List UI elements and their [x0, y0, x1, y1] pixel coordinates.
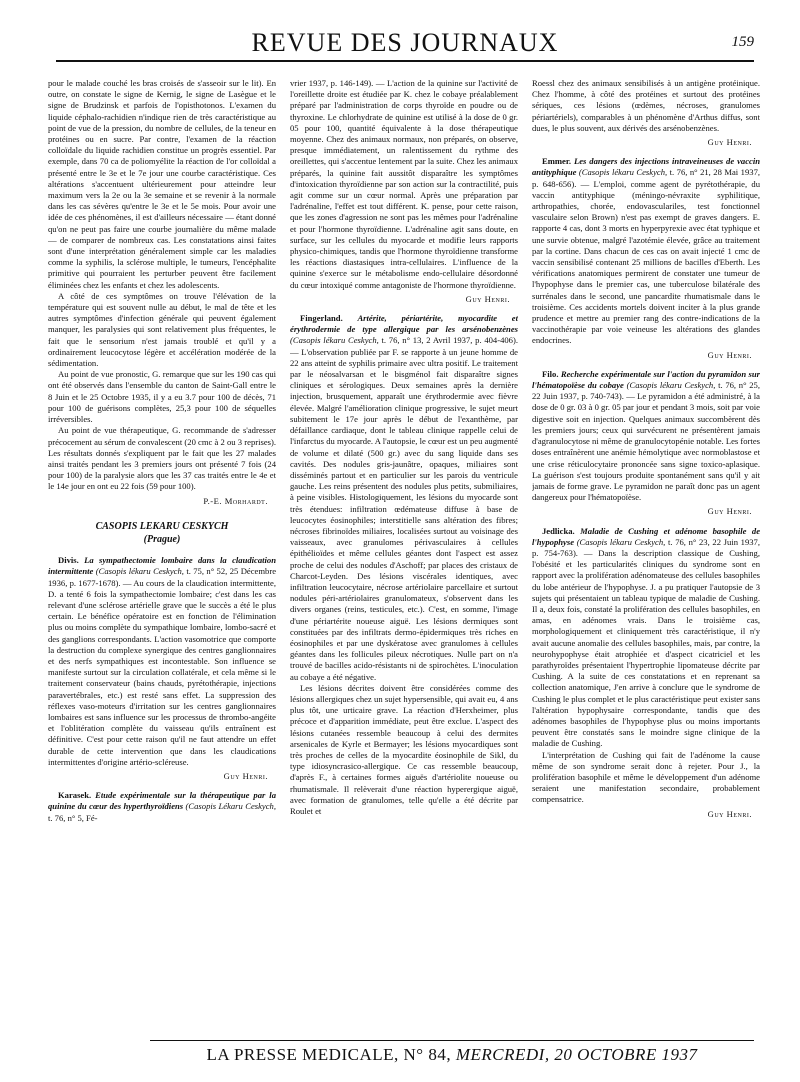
- article-title: Les dangers des injections intraveineuses de vaccin antityphique: [532, 156, 760, 178]
- journal-citation: (Casopis Lékaru Ceskych,: [185, 801, 276, 812]
- article-body: — Au cours de la claudication intermittente, D. a tenté 6 fois la sympathectomie lombaire; c'est dans les cas relevant d'une sclérose artérielle grave que le succès a été le plus certain. Le bénéfice opératoire est en fonction de l'élimination plus ou moins complète du sympathique lombaire, lombo-sacré et des ganglions correspondants. L'action vasomotrice que comporte la destruction du complexe synergique des centres ganglionnaires et des nerfs sympathiques est incontestable. Son influence se manifeste surtout sur la circulation collatérale, et cela même si le traitement conservateur (bains chauds, pyrétothérapie, injections paravertébrales, etc.) est resté sans effet. La suppression des réflexes vaso-moteurs d'irritation sur les centres ganglionnaires lombaires est sans influence sur les processus de thrombo-angéite et l'oblitération complète du vaisseau qu'ils entraînent est définitive. C'est pour cette raison qu'il ne faut attendre un effet durable de cette intervention que dans les claudications intermittentes d'origine artério-scléreuse.: [48, 577, 276, 767]
- article-body: — L'observation publiée par F. se rapporte à un jeune homme de 22 ans atteint de syphilis primaire avec ultra positif. Le traitement par le néosalvarsan et le bisgménol fait disparaître signes cliniques et sérologiques. Deux semaines après la dernière injection, brusquement, apparaît une érythrodermie avec fièvre élevée. Malgré l'amélioration clinique progressive, le sujet meurt subitement le 17e jour après le début de l'exanthème, par défaillance cardiaque, dont le tableau clinique rappelle celui de l'infarctus du myocarde. A l'autopsie, le cœur est un peu augmenté de volume et dilaté (500 gr.) avec du sang liquide dans ses cavités. Des nodules gris-jaunâtre, opaques, miliaires sont disséminés partout et en particulier sur les parois du ventricule gauche. Les reins présentent des nodules plus petits, submiliaires, à peine visibles. Histologiquement, les lésions du myocarde sont très étendues: infiltration œdémateuse diffuse à base de leucocytes éosinophiles; interstitielle sans altération des fibres; nécroses fibrinoïdes miliaires, localisées surtout au voisinage des vaisseaux, avec granulomes périvasculaires à cellules épithélioïdes et même cellules géantes dont l'aspect est assez proche de celui des nodules d'Aschoff; par places des cristaux de Charcot-Leyden. Des lésions viscérales identiques, avec infiltration leucocytaire, nécrose artériolaire parcellaire et surtout nodules péri-artériolaires granulomateux, s'observent dans les divers organes (reins, testicules, etc.). C'est, en somme, l'image d'une périartérite noueuse aiguë. Les lésions dermiques sont constituées par des infiltrats dermo-épidermiques très riches en éosinophiles et par une dyskératose avec granulomes à cellules géantes dans les follicules pileux nécrotiques. Nulle part on n'a trouvé de bacilles acido-résistants ni de spirochètes. L'inoculation au cobaye a été négative.: [290, 346, 518, 682]
- article-emmer: [532, 156, 760, 361]
- signature: Guy Henri.: [707, 137, 752, 148]
- page-footer: [150, 1040, 754, 1067]
- journal-citation: (Casopis lékaru Ceskych,: [578, 167, 668, 178]
- citation-ref: t. 76, n° 23, 22 Juin 1937, p. 754-763).: [532, 536, 760, 558]
- citation-ref: t. 75, n° 52, 25 Décembre 1936, p. 1677-1678).: [48, 566, 276, 588]
- paragraph: L'interprétation de Cushing qui fait de l'adénome la cause même de son syndrome serait donc à rejeter. Pour J., la prolifération basophile et même le développement d'un adénome seraient une manifestation secondaire, probablement compensatrice.: [532, 749, 760, 805]
- article-author: Divis.: [58, 555, 79, 566]
- article-author: Filo.: [542, 368, 559, 379]
- column-2: [290, 78, 518, 1034]
- article-title: Etude expérimentale sur la thérapeutique par la quinine du cœur des hyperthyroïdiens: [48, 790, 276, 812]
- article-author: Fingerland.: [300, 313, 343, 324]
- signature: P.-E. Morhardt.: [203, 495, 268, 506]
- page-number: 159: [731, 34, 754, 50]
- paragraph: pour le malade couché les bras croisés de s'asseoir sur le lit). En outre, on constate le signe de Kernig, le signe de Lasègue et le signe de Brudzinsk et parfois de l'opisthotonos. L'examen du liquide céphalo-rachidien n'indique rien de très caractéristique au point de vue de la pression, du nombre de cellules, de la teneur en protéines ou en sucre. Par contre, l'examen de la réaction colloïdale du liquide rachidien constitue un progrès essentiel. Par exemple, dans 70 ca de poliomyélite la réaction de l'or colloïdal a présenté entre le 3e et le 7e jour une courbe caractéristique. Ces altérations s'accentuent ultérieurement pour atteindre leur maximum vers la 2e ou la 3e semaine et se revenir à la normale dans les cas sévères qu'entre le 3e et le 5e mois. Pour avoir une idée de ces phénomènes, il est d'ailleurs nécessaire — étant donné qu'on ne peut pas faire une courbe journalière du même malade — de comparer de nombreux cas. Les constatations ainsi faites sont d'une interprétation généralement simple car les maladies comme la syphilis, la sclérose multiple, le tumeurs, l'encéphalite primitive qui pourraient les perturber peuvent être facilement éliminées chez les enfants et chez les adolescents.: [48, 78, 276, 290]
- signature: Guy Henri.: [707, 506, 752, 517]
- article-title: La sympathectomie lombaire dans la claudication intermittente: [48, 555, 276, 577]
- article-fingerland: [290, 313, 518, 817]
- article-paragraph: [48, 790, 276, 824]
- article-karasek: [48, 790, 276, 824]
- journal-citation: (Casopis lékaru Ceskych,: [95, 566, 184, 577]
- article-title: Artérite, périartérite, myocardite et érythrodermie de type allergique par les arsénobenzènes: [290, 313, 518, 335]
- paragraph: vrier 1937, p. 146-149). — L'action de la quinine sur l'activité de l'oreillette droite est étudiée par K. chez le cobaye préalablement préparé par l'administration de corps thyroïde en poudre ou de thyroxine. Le chlorhydrate de quinine est utilisé à la dose de 0 gr. 05 pour 100, quantité équivalente à la dose thérapeutique moyenne. Chez des animaux normaux, non préparés, on observe, presque immédiatement, un ralentissement du rythme des oreillettes, qui s'accentue lentement par la suite. Chez les animaux préparés, la quinine fait aussitôt disparaître les symptômes d'intoxication thyroïdienne par son action sur la contractilité, puis agit comme sur un cœur normal. Après une préparation par l'adrénaline, l'effet est tout différent. K. pense, pour cette raison, que les zones d'agression ne sont pas les mêmes pour l'adrénaline et pour l'hormone thyroïdienne. L'adrénaline agit sans doute, en surface, sur les cellules du myocarde et modifie leurs rapports physico-chimiques, tandis que l'hormone thyroïdienne transforme les réactions diastasiques intra-cellulaires. L'influence de la quinine s'exerce sur le métabolisme endo-cellulaire désordonné du cœur intoxiqué comme antagoniste de l'hormone thyroïdienne.: [290, 78, 518, 290]
- journal-citation: (Casopis lékaru Ceskych,: [290, 335, 379, 346]
- article-title: Maladie de Cushing et adénome basophile de l'hypophyse: [532, 525, 760, 547]
- signature: Guy Henri.: [707, 349, 752, 360]
- article-body: — Le pyramidon a été administré, à la dose de 0 gr. 03 à 0 gr. 05 par jour et pendant 3 mois, soit par voie digestive soit en injection. Quelques animaux succombèrent dès les premiers jours; ceux qui survécurent ne présentèrent jamais d'agranulocytose ni même de granulocytopénie notable. Les fortes doses entraînèrent une anémie hémolytique avec normoblastose et une crise réticulocytaire prononcée sans signe toxico-aplasique. La guérison s'est toujours produite spontanément sans qu'il y ait jamais de forme grave. Le pyramidon ne paraît donc pas un agent dangereux pour l'hématopoïèse.: [532, 391, 760, 503]
- article-paragraph: [290, 313, 518, 683]
- article-paragraph: [532, 369, 760, 503]
- footer-journal: LA PRESSE MEDICALE,: [206, 1045, 399, 1064]
- paragraph: Au point de vue thérapeutique, G. recommande de s'adresser précocement au sérum de convalescent (20 cmc à 2 ou 3 reprises). Les résultats donnés s'expliquent par le fait que les 27 malades ainsi traités pendant les 3 premiers jours ont présenté 7 fois (24 pour 100) de la paralysie alors que les 37 cas traités entre le 4e et le 14e jour en ont eu 22 fois (59 pour 100).: [48, 425, 276, 492]
- citation-ref: t. 76, n° 25, 22 Juin 1937, p. 740-743).: [532, 380, 760, 402]
- column-1: [48, 78, 276, 1034]
- article-filo: [532, 369, 760, 518]
- article-author: Karasek.: [58, 790, 92, 801]
- article-body: — L'emploi, comme agent de pyrétothérapie, du vaccin antityphique (méningo-névraxite syphilitique, arthropathies, chorée, endovasculariles, test fonctionnel vasculaire selon Brown) n'est pas exempt de graves dangers. E. rapporte 4 cas, dont 3 morts en hyperpyrexie avec état typhique et une survie obtenue, malgré l'azotémie élevée, grâce au traitement par la cortine. Dans chacun de ces cas on avait injecté 1 cmc de vaccin sensibilisé contenant 25 millions de bacilles d'Eberth. Les vérifications anatomiques permirent de constater une tumeur de l'hypophyse dans le premier cas, une tuberculose bilatérale des surrénales dans le second, une pancardite rhumatismale dans le troisième. Ces accidents mortels doivent inciter à la plus grande prudence et mettre au premier rang des contre-indications de la vaccinothérapie par voie veineuse les altérations des glandes endocrines.: [532, 178, 760, 346]
- running-title: REVUE DES JOURNAUX: [251, 28, 559, 57]
- signature: Guy Henri.: [223, 770, 268, 781]
- signature: Guy Henri.: [465, 293, 510, 304]
- citation-ref: t. 76, n° 13, 2 Avril 1937, p. 404-406).: [381, 335, 518, 346]
- article-paragraph: [48, 555, 276, 768]
- footer-date: MERCREDI, 20 OCTOBRE 1937: [455, 1045, 698, 1064]
- citation-ref: t. 76, n° 21, 28 Mai 1937, p. 648-656).: [532, 167, 760, 189]
- paragraph: Au point de vue pronostic, G. remarque que sur les 190 cas qui ont été observés dans l'ensemble du canton de Saint-Gall entre le 8 Juin et le 25 Octobre 1935, il y a eu 3.7 pour 100 de décès, 71 pour 100 de guérisons complètes, 25,3 pour 100 de séquelles irréversibles.: [48, 369, 276, 425]
- article-divis: [48, 555, 276, 782]
- article-jedlicka: [532, 526, 760, 820]
- article-paragraph: [532, 156, 760, 346]
- text-columns: [48, 78, 760, 1034]
- footer-issue: N° 84,: [403, 1045, 452, 1064]
- paragraph: Les lésions décrites doivent être considérées comme des lésions allergiques chez un sujet hypersensible, qui avait eu, 4 ans plus tôt, une urticaire grave. La réaction d'Herxheimer, plus précoce et d'apparition immédiate, peut être exclue. L'aspect des lésions cutanées ressemble beaucoup à celui des dermites arsenicales de Kyrle et Bermayer; les lésions myocardiques sont très proches de celles de la myocardite éosinophile de Sikl, du type idiosyncrasico-allergique. Ce cas ressemble beaucoup, d'après F., à certaines formes aiguës d'artériolite noueuse ou rhumatismale. Il relèverait d'une réaction hyperergique aiguë, avec formation de granulomes, telle qu'elle a été décrite par Roulet et: [290, 682, 518, 816]
- article-author: Jedlicka.: [542, 525, 575, 536]
- section-subtitle: (Prague): [143, 533, 181, 545]
- article-paragraph: [532, 526, 760, 750]
- journal-citation: (Casopis lékaru Ceskych,: [576, 536, 666, 547]
- citation-ref: t. 76, n° 5, Fé-: [48, 812, 98, 823]
- paragraph: A côté de ces symptômes on trouve l'élévation de la température qui est souvent nulle au début, le mal de tête et les autres symptômes d'infection générale qui peuvent également manquer, les paralysies qui sont relativement plus fréquentes, le fait que le sensorium n'est jamais troublé et qu'il y a ordinairement leucocytose légère et accélération modérée de la sédimentation.: [48, 290, 276, 369]
- section-title: CASOPIS LEKARU CESKYCH: [95, 520, 229, 532]
- journal-citation: (Casopis lékaru Ceskych,: [626, 380, 716, 391]
- article-author: Emmer.: [542, 156, 572, 167]
- article-title: Recherche expérimentale sur l'action du pyramidon sur l'hématopoïèse du cobaye: [532, 368, 760, 391]
- page-header: [56, 28, 754, 62]
- paragraph: Roessl chez des animaux sensibilisés à un antigène protéinique. Chez l'homme, à côté des protéines et surtout des protéines sériques, ces lésions (œdèmes, nécroses, granulomes périartériels), comparables à un phénomène d'Arthus diffus, sont dues, le plus souvent, aux dérivés des arsénobenzènes.: [532, 78, 760, 133]
- article-body: — Dans la description classique de Cushing, l'obésité et les particularités cliniques du syndrome sont en rapport avec la prolifération adénomateuse des cellules basophiles du lobe antérieur de l'hypophyse. J. a pu pratiquer l'autopsie de 3 sujets qui présentaient un tableau typique de maladie de Cushing. Il a, deux fois, constaté la prolifération des cellules basophiles, en amas, en adénomes vrais. Dans le troisième cas, morphologiquement et cliniquement très caractéristique, il n'y avait aucune anomalie des cellules basophiles, mais, par contre, la neurohypophyse était atrophiée et d'aspect cicatriciel et les parathyroïdes présentaient l'hypertrophie lipomateuse décrite par Cushing. A la suite de ces constatations et en reprenant sa collection anatomique, J'en arrive à conclure que le syndrome de Cushing le plus complet et le plus caractéristique peut exister sans l'altération hypophysaire correspondante, tandis que des adénomes basophiles de l'hypophyse plus ou moins importants peuvent être constatés sans le moindre signe clinique de la maladie de Cushing.: [532, 547, 760, 749]
- signature: Guy Henri.: [707, 808, 752, 819]
- column-3: [532, 78, 760, 1034]
